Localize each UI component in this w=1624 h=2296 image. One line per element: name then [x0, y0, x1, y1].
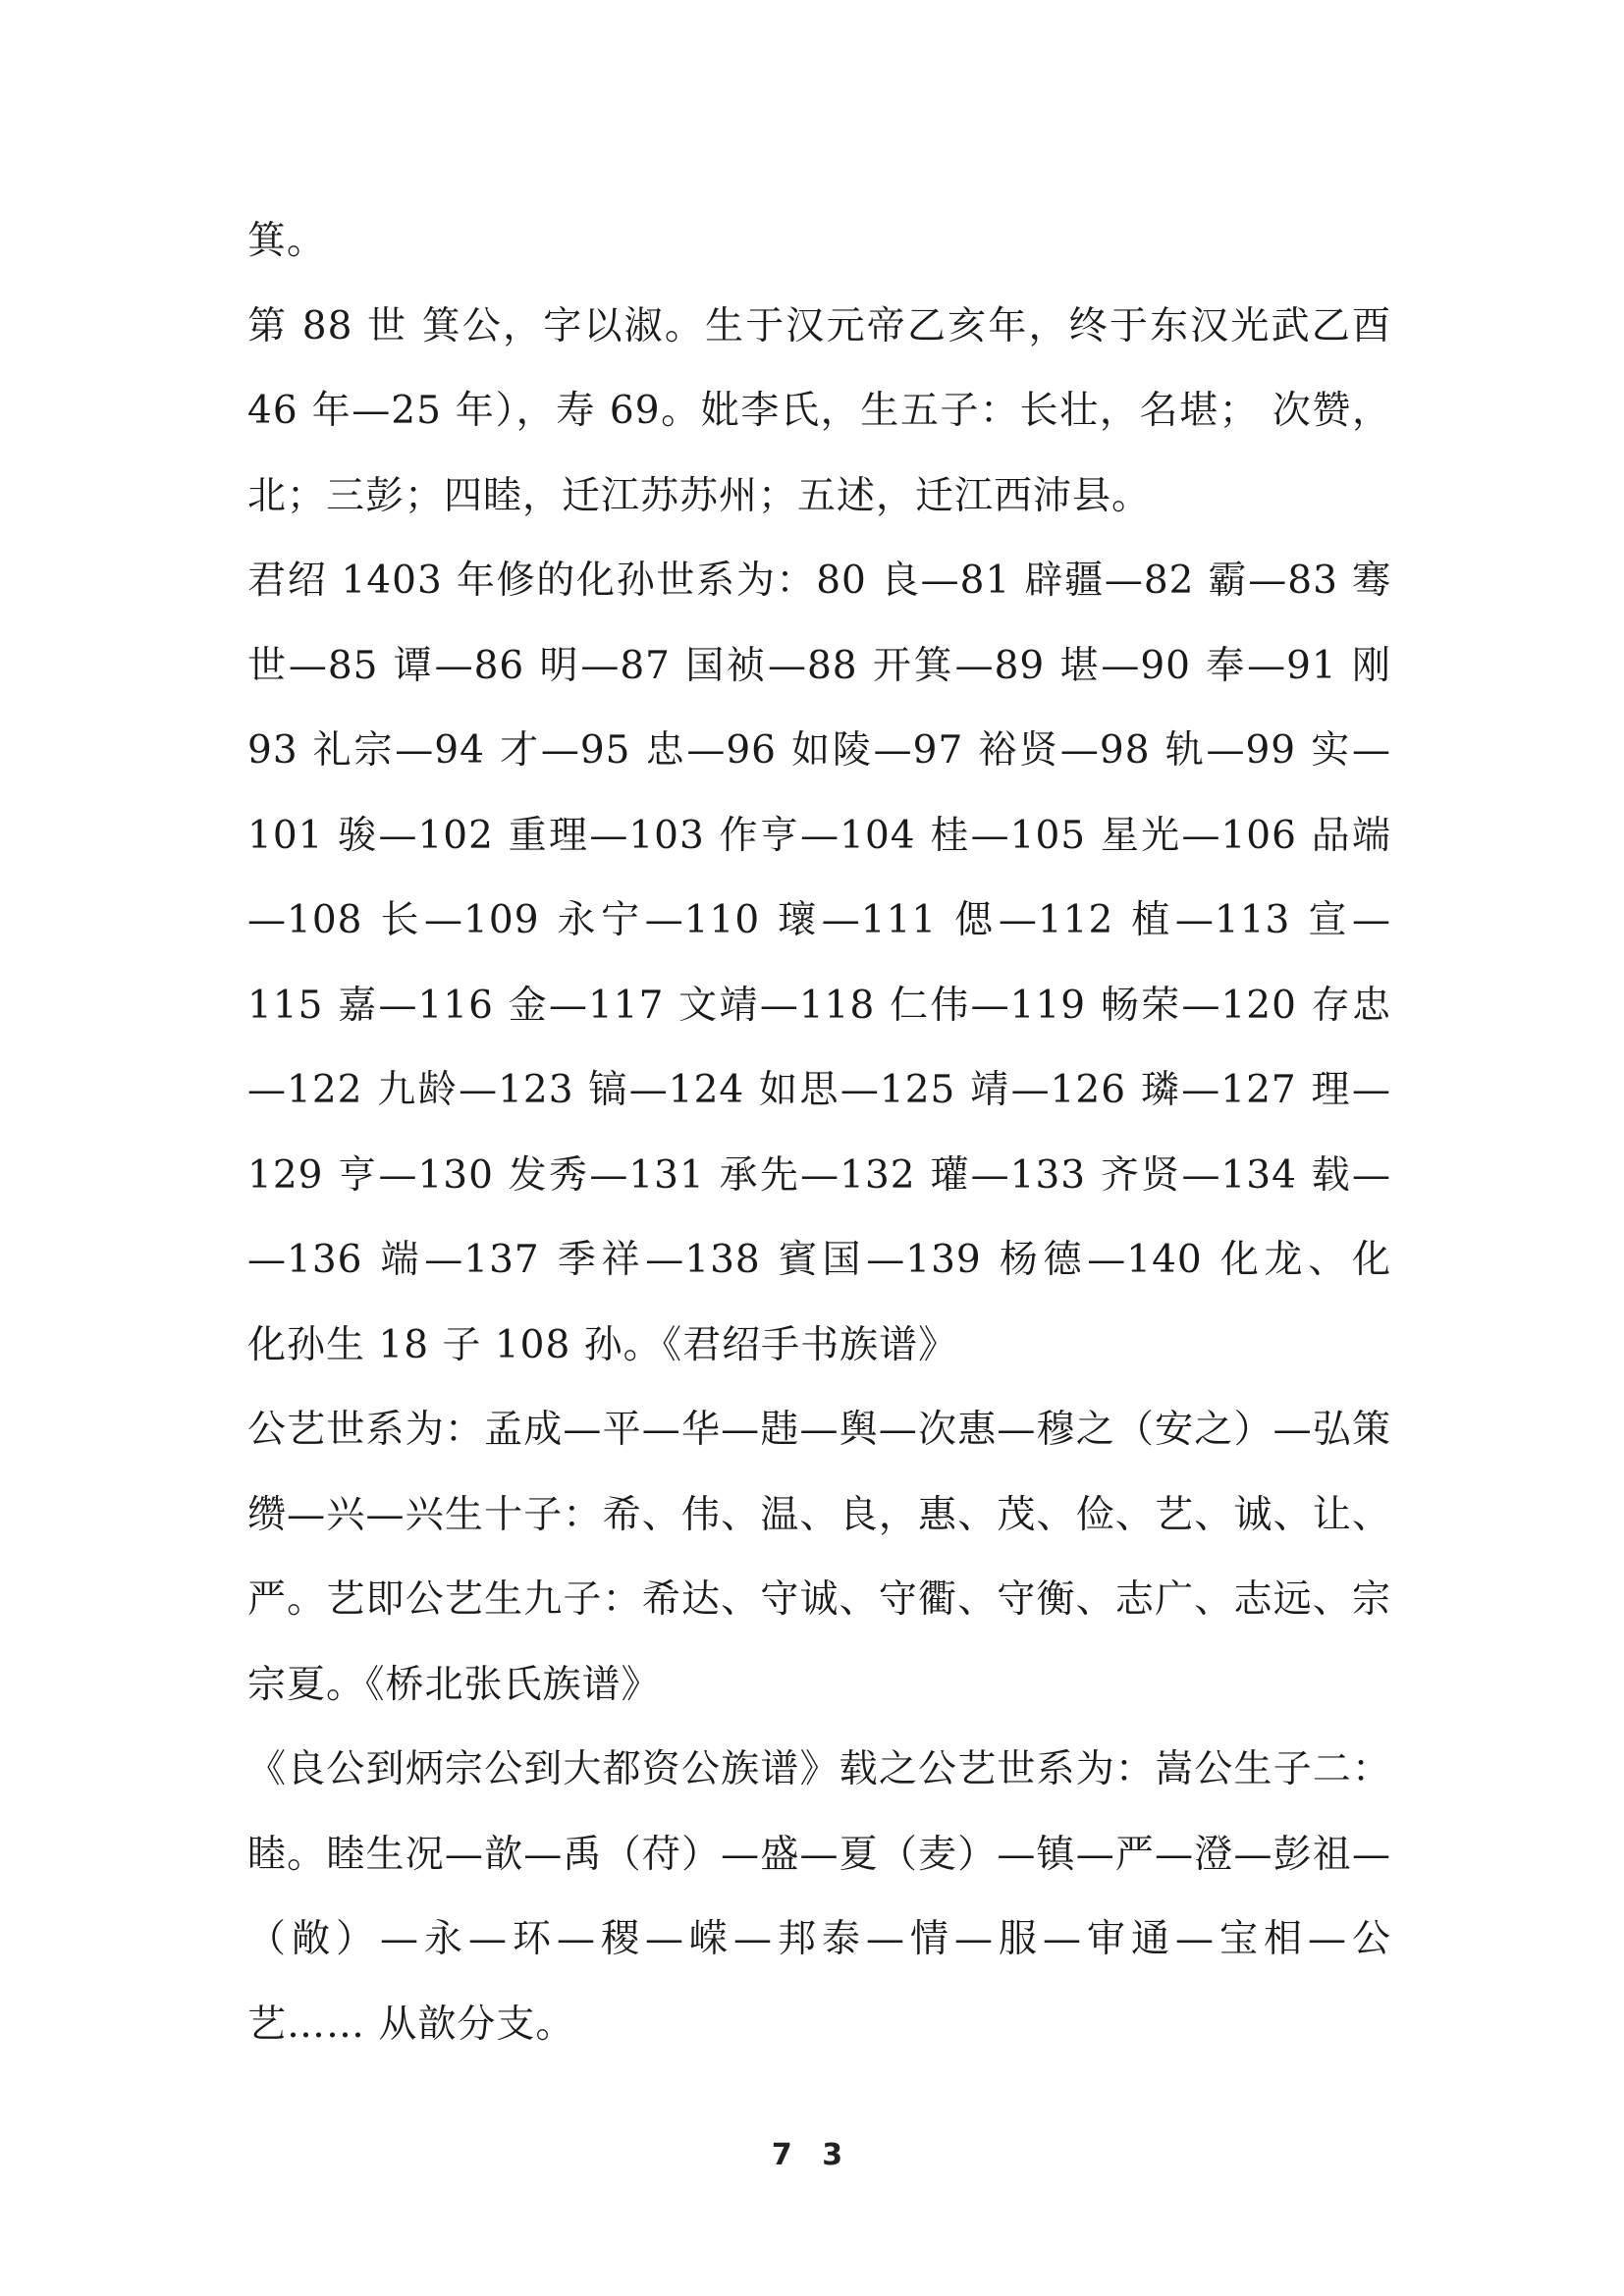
text-line: 宗夏。《桥北张氏族谱》	[247, 1662, 661, 1707]
text-line: 北；三彭；四睦，迁江苏苏州；五述，迁江西沛县。	[247, 473, 1152, 518]
text-line: 世—85 谭—86 明—87 国祯—88 开箕—89 堪—90 奉—91 刚	[247, 643, 1391, 688]
text-line: 君绍 1403 年修的化孙世系为：80 良—81 辟疆—82 霸—83 骞	[247, 559, 1391, 603]
text-line: 129 亨—130 发秀—131 承先—132 瓘—133 齐贤—134 载—	[247, 1152, 1391, 1198]
text-line: 箕。	[247, 219, 327, 263]
text-line: （敞）—永—环—稷—嵘—邦泰—情—服—审通—宝相—公	[247, 1917, 1391, 1961]
text-line: 睦。睦生况—歆—禹（苻）—盛—夏（麦）—镇—严—澄—彭祖—	[247, 1832, 1391, 1877]
text-line: 115 嘉—116 金—117 文靖—118 仁伟—119 畅荣—120 存忠	[247, 983, 1391, 1028]
text-line: —136 端—137 季祥—138 賓国—139 杨德—140 化龙、化	[247, 1238, 1391, 1282]
text-line: —108 长—109 永宁—110 瓌—111 偲—112 植—113 宣—	[247, 898, 1391, 942]
text-line: 第 88 世 箕公，字以淑。生于汉元帝乙亥年，终于东汉光武乙酉	[247, 303, 1391, 348]
text-line: 缵—兴—兴生十子：希、伟、温、良，惠、茂、俭、艺、诚、让、	[247, 1492, 1391, 1537]
text-line: 严。艺即公艺生九子：希达、守诚、守衢、守衡、志广、志远、宗	[247, 1577, 1391, 1622]
text-line: 《良公到炳宗公到大都资公族谱》载之公艺世系为：嵩公生子二：	[247, 1747, 1391, 1791]
document-body	[247, 199, 1391, 2067]
text-line: 公艺世系为：孟成—平—华—韪—舆—次惠—穆之（安之）—弘策	[247, 1408, 1391, 1452]
text-line: 101 骏—102 重理—103 作亨—104 桂—105 星光—106 品端	[247, 813, 1391, 858]
page-number: 7 3	[771, 2138, 853, 2172]
text-line: 化孙生 18 子 108 孙。《君绍手书族谱》	[247, 1322, 958, 1367]
text-line: 93 礼宗—94 才—95 忠—96 如陵—97 裕贤—98 轨—99 实—	[247, 728, 1391, 773]
text-line: 艺…… 从歆分支。	[247, 2002, 575, 2047]
text-line: —122 九龄—123 镐—124 如思—125 靖—126 璘—127 理—	[247, 1068, 1391, 1112]
text-line: 46 年—25 年），寿 69。妣李氏，生五子：长壮，名堪； 次赞，	[247, 389, 1391, 433]
